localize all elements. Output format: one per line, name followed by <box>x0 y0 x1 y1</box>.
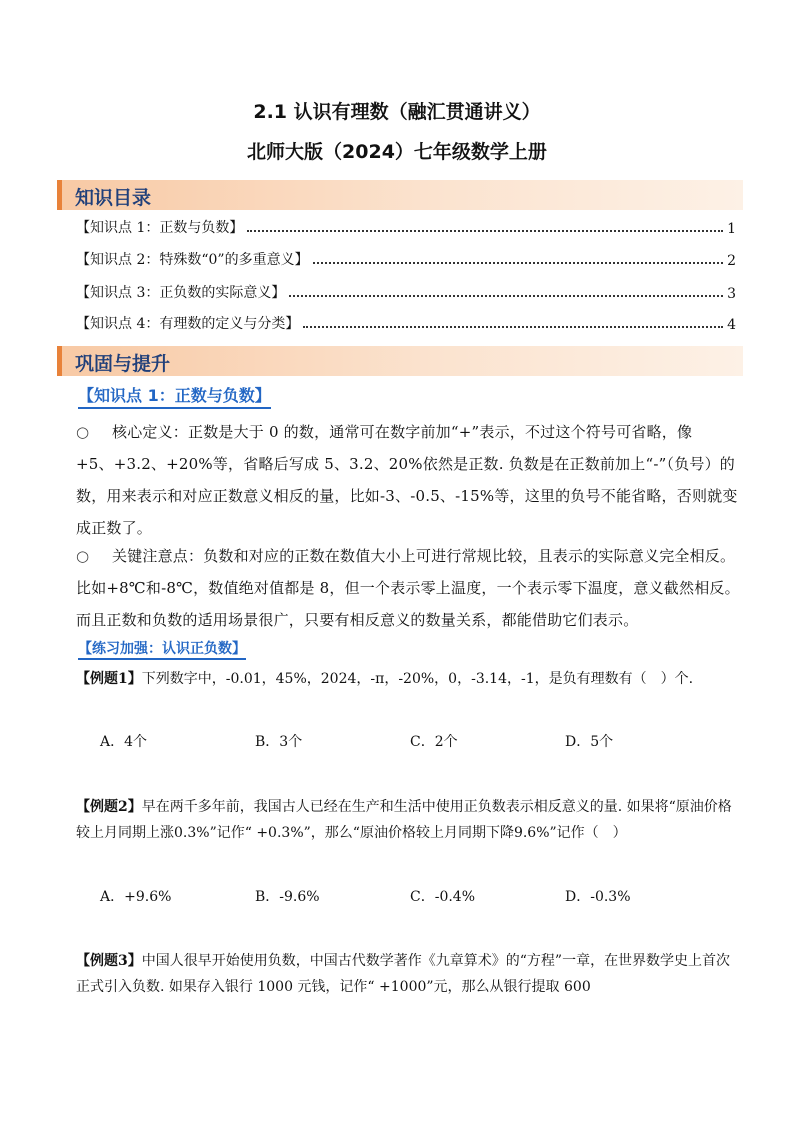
example-2-options <box>100 886 720 906</box>
toc-item-label: 【知识点 4：有理数的定义与分类】 <box>76 316 300 332</box>
core-definition-paragraph <box>76 416 742 544</box>
example-text: 早在两千多年前，我国古人已经在生产和生活中使用正负数表示相反意义的量. 如果将“原油价格较上月同期上涨0.3%”记作“ +0.3%”，那么“原油价格较上月同期下降9.6%”记作（ ） <box>76 799 732 841</box>
section-heading: 巩固与提升 <box>75 353 171 375</box>
example-tag: 【例题2】 <box>76 799 142 815</box>
option-a[interactable]: A．4个 <box>100 734 148 750</box>
example-1-options <box>100 731 720 751</box>
key-notes-paragraph <box>76 540 742 636</box>
option-a[interactable]: A．+9.6% <box>100 889 172 905</box>
document-title: 2.1 认识有理数（融汇贯通讲义） <box>253 101 541 123</box>
section-heading-band <box>57 346 743 376</box>
example-text: 中国人很早开始使用负数，中国古代数学著作《九章算术》的“方程”一章，在世界数学史上首次正式引入负数. 如果存入银行 1000 元钱，记作“ +1000”元，那么从银行提取 600 <box>76 953 731 995</box>
option-b[interactable]: B．-9.6% <box>255 889 320 905</box>
paragraph-text: 核心定义：正数是大于 0 的数，通常可在数字前加“+”表示，不过这个符号可省略，像+5、+3.2、+20%等，省略后写成 5、3.2、20%依然是正数. 负数是在正数前加上“-”（负号）的数，用来表示和对应正数意义相反的量，比如-3、-0.5、-15%等，这里的负号不能省略，否则就变成正数了。 <box>76 423 738 537</box>
option-d[interactable]: D．-0.3% <box>565 889 631 905</box>
knowledge-point-title: 【知识点 1：正数与负数】 <box>78 383 271 409</box>
paragraph-text: 关键注意点：负数和对应的正数在数值大小上可进行常规比较，且表示的实际意义完全相反。比如+8℃和-8℃，数值绝对值都是 8，但一个表示零上温度，一个表示零下温度，意义截然相反。而且正数和负数的适用场景很广，只要有相反意义的数量关系，都能借助它们表示。 <box>76 547 740 629</box>
circle-bullet-icon: ○ <box>76 547 90 565</box>
practice-title: 【练习加强：认识正负数】 <box>78 638 246 660</box>
toc-item-page: 1 <box>727 221 736 237</box>
circle-bullet-icon: ○ <box>76 423 90 441</box>
option-d[interactable]: D．5个 <box>565 734 614 750</box>
example-text: 下列数字中，-0.01，45%，2024，-π，-20%，0，-3.14，-1，是负有理数有（ ）个. <box>141 671 694 687</box>
toc-item[interactable] <box>76 247 736 269</box>
toc-leader-dots <box>303 325 723 328</box>
toc-item-label: 【知识点 3：正负数的实际意义】 <box>76 285 286 301</box>
toc-item-label: 【知识点 1：正数与负数】 <box>76 220 244 236</box>
example-1 <box>76 666 744 692</box>
toc-leader-dots <box>289 294 723 297</box>
toc-item-page: 4 <box>727 317 736 333</box>
document-subtitle: 北师大版（2024）七年级数学上册 <box>247 141 547 163</box>
heading-accent-bar <box>57 346 62 376</box>
toc-leader-dots <box>247 229 723 232</box>
option-c[interactable]: C．2个 <box>410 734 458 750</box>
toc-heading: 知识目录 <box>75 187 152 209</box>
toc-item-page: 2 <box>727 253 736 269</box>
toc-item-label: 【知识点 2：特殊数“0”的多重意义】 <box>76 252 309 268</box>
toc-heading-band <box>57 180 743 210</box>
option-b[interactable]: B．3个 <box>255 734 303 750</box>
option-c[interactable]: C．-0.4% <box>410 889 476 905</box>
heading-accent-bar <box>57 180 62 210</box>
toc-item[interactable] <box>76 311 736 333</box>
toc-item[interactable] <box>76 280 736 302</box>
example-2 <box>76 794 744 846</box>
example-tag: 【例题1】 <box>76 671 142 687</box>
example-tag: 【例题3】 <box>76 953 142 969</box>
toc-leader-dots <box>313 261 723 264</box>
toc-item-page: 3 <box>727 286 736 302</box>
example-3 <box>76 948 744 1000</box>
toc-item[interactable] <box>76 215 736 237</box>
